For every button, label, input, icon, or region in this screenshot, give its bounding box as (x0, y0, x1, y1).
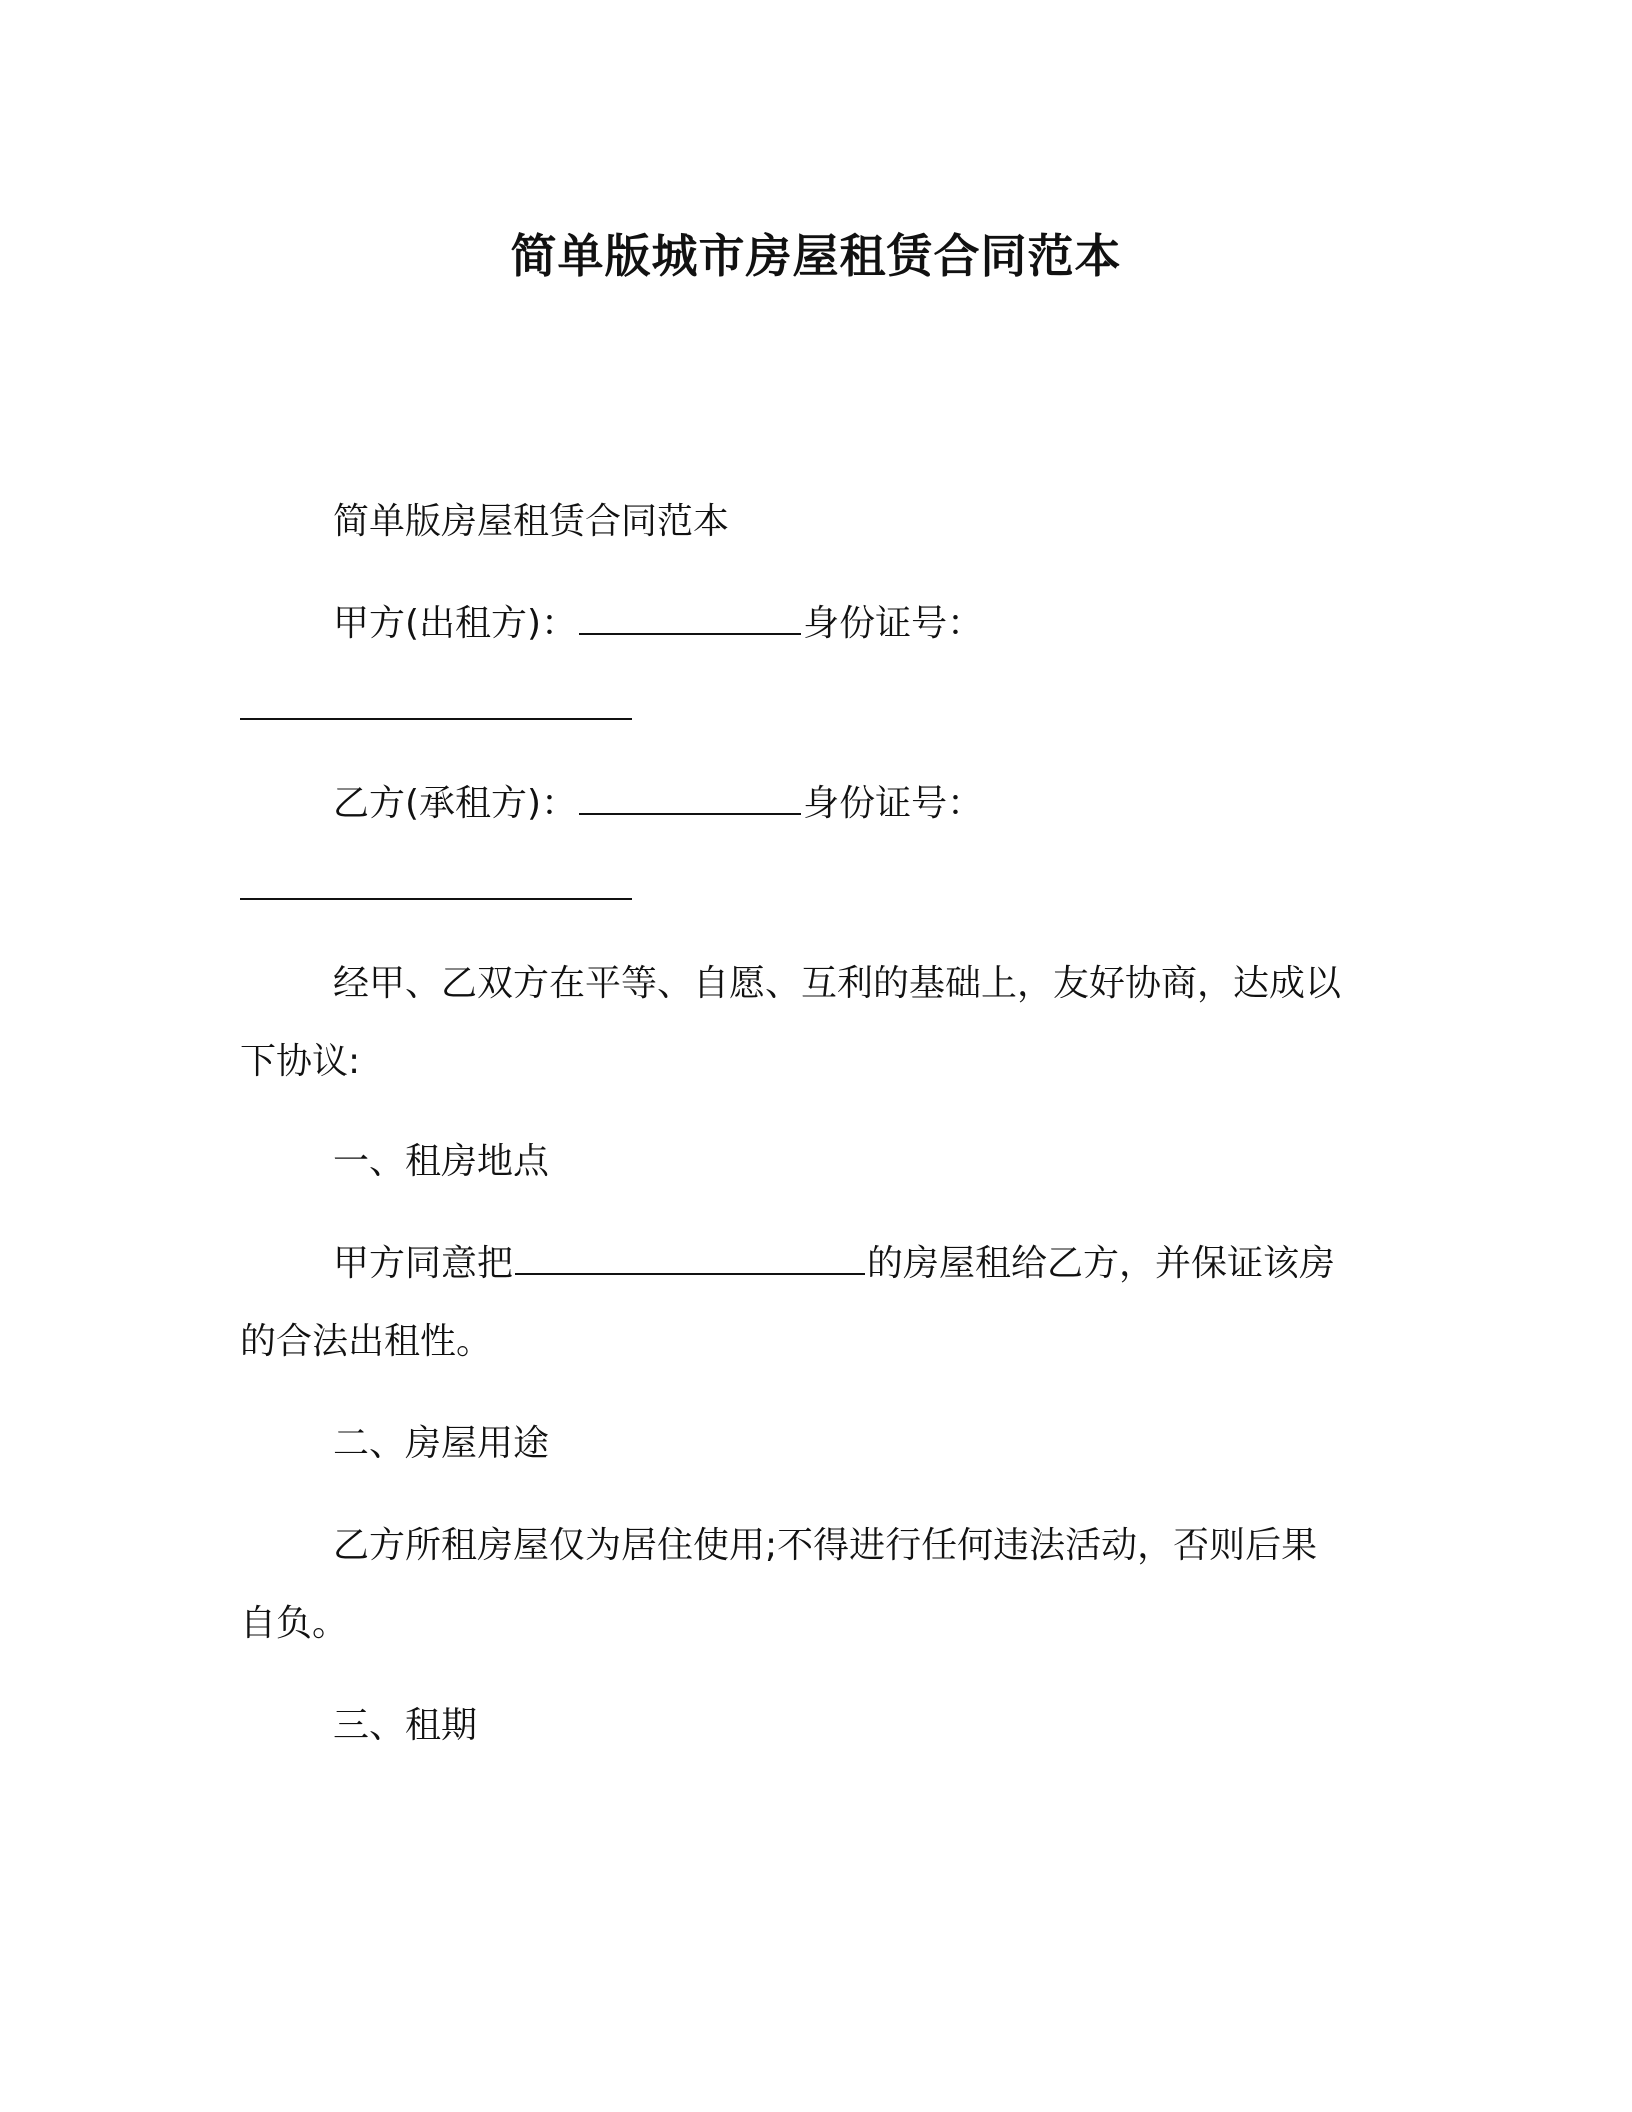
party-a-id-blank (240, 718, 632, 720)
section-1-text-after: 的房屋租给乙方，并保证该房 (867, 1243, 1336, 1284)
party-b-name-blank (579, 783, 801, 815)
intro-line-2: 下协议: (240, 1041, 361, 1082)
address-blank (515, 1243, 865, 1275)
party-b-line (333, 782, 983, 826)
section-1-heading: 一、租房地点 (333, 1141, 550, 1182)
party-a-id-label: 身份证号： (803, 603, 984, 644)
section-2-heading: 二、房屋用途 (333, 1423, 550, 1464)
party-a-name-blank (579, 603, 801, 635)
section-1-text-before: 甲方同意把 (333, 1243, 514, 1284)
party-b-id-blank (240, 898, 632, 900)
section-1-line-1 (333, 1242, 1335, 1286)
document-subtitle: 简单版房屋租赁合同范本 (333, 501, 730, 542)
party-b-id-label: 身份证号： (803, 783, 984, 824)
section-2-line-2: 自负。 (240, 1603, 349, 1644)
party-b-label: 乙方(承租方)： (333, 783, 578, 824)
section-3-heading: 三、租期 (333, 1705, 478, 1746)
party-a-line (333, 602, 983, 646)
document-title: 简单版城市房屋租赁合同范本 (510, 229, 1122, 283)
intro-line-1: 经甲、乙双方在平等、自愿、互利的基础上，友好协商，达成以 (333, 963, 1342, 1004)
section-2-line-1: 乙方所租房屋仅为居住使用;不得进行任何违法活动，否则后果 (333, 1525, 1318, 1566)
party-a-label: 甲方(出租方)： (333, 603, 578, 644)
section-1-line-2: 的合法出租性。 (240, 1321, 493, 1362)
